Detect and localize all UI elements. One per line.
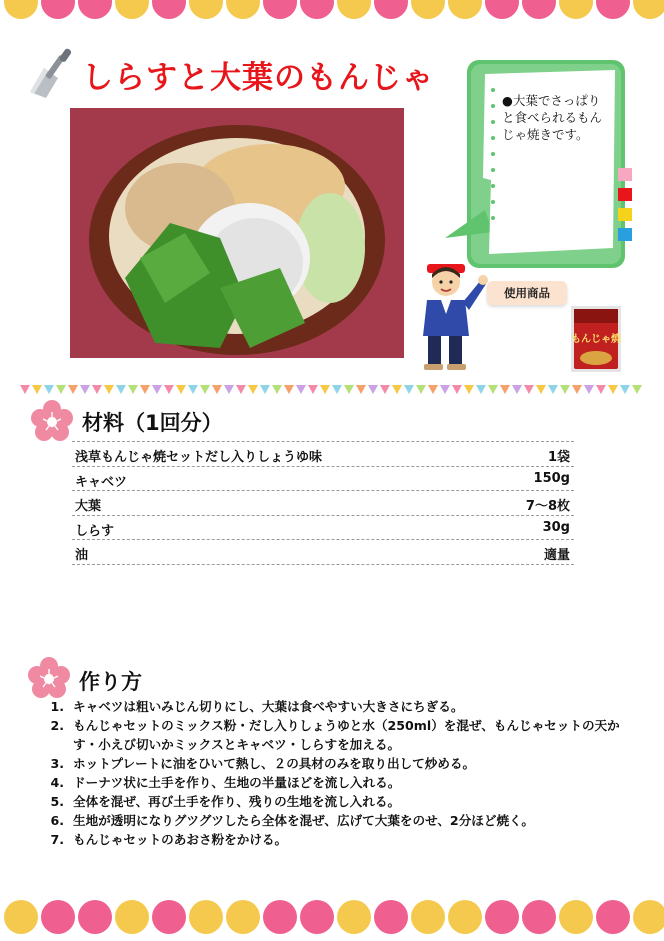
bunting-triangle [68, 385, 78, 394]
step-number: 6. [50, 813, 64, 828]
decorative-dot [4, 900, 38, 934]
tab-red [618, 188, 632, 201]
ingredient-qty: 30g [542, 519, 570, 535]
product-package-text: もんじゃ焼 [571, 334, 621, 345]
bunting-triangle [104, 385, 114, 394]
table-row [72, 516, 574, 541]
bunting-triangle [404, 385, 414, 394]
tab-yellow [618, 208, 632, 221]
decorative-dot [633, 0, 664, 19]
bunting-triangle [308, 385, 318, 394]
bunting-triangle [632, 385, 642, 394]
bunting-triangle [320, 385, 330, 394]
bunting-triangle [128, 385, 138, 394]
ingredient-name: キャベツ [75, 474, 128, 490]
decorative-dot [78, 900, 112, 934]
decorative-dot [559, 900, 593, 934]
table-row [72, 491, 574, 516]
bunting-triangle [536, 385, 546, 394]
ingredients-heading: 材料（1回分） [82, 411, 223, 435]
decorative-dot [263, 900, 297, 934]
decorative-dot [633, 900, 664, 934]
bunting-triangle [248, 385, 258, 394]
ingredient-name: 浅草もんじゃ焼セットだし入りしょうゆ味 [75, 450, 323, 465]
product-label: 使用商品 [487, 281, 567, 305]
bunting-triangle [92, 385, 102, 394]
bunting-triangle [116, 385, 126, 394]
step-text: もんじゃセットのミックス粉・だし入りしょうゆと水（250ml）を混ぜ、もんじゃセットの天かす・小えび切いかミックスとキャベツ・しらすを加える。 [73, 718, 620, 752]
bunting-triangle [20, 385, 30, 394]
decorative-dot [263, 0, 297, 19]
bunting-triangle [164, 385, 174, 394]
decorative-dot [78, 0, 112, 19]
bottom-dot-border [0, 897, 664, 937]
decorative-dot [226, 0, 260, 19]
list-item [40, 830, 640, 849]
bunting-triangle [488, 385, 498, 394]
ingredients-table [72, 441, 574, 565]
ingredient-qty: 1袋 [547, 450, 570, 465]
tab-blue [618, 228, 632, 241]
step-number: 1. [50, 699, 64, 714]
bunting-triangle [188, 385, 198, 394]
bunting-triangle [476, 385, 486, 394]
bunting-triangle [548, 385, 558, 394]
mascot-illustration [415, 258, 490, 373]
bunting-triangle [608, 385, 618, 394]
bunting-triangle [380, 385, 390, 394]
decorative-dot [337, 0, 371, 19]
bunting-triangle [140, 385, 150, 394]
table-row [72, 441, 574, 467]
decorative-dot [300, 0, 334, 19]
decorative-dot [374, 0, 408, 19]
decorative-dot [337, 900, 371, 934]
bunting-triangle [572, 385, 582, 394]
bunting-triangle [80, 385, 90, 394]
page-title: しらすと大葉のもんじゃ [82, 60, 434, 96]
bunting-triangle [236, 385, 246, 394]
bunting-triangle [524, 385, 534, 394]
bunting-triangle [392, 385, 402, 394]
bunting-triangle [332, 385, 342, 394]
list-item [40, 773, 640, 792]
bunting-triangle [284, 385, 294, 394]
step-number: 7. [50, 832, 64, 847]
step-text: ドーナツ状に土手を作り、生地の半量ほどを流し入れる。 [73, 775, 401, 790]
bunting-triangle [440, 385, 450, 394]
decorative-dot [448, 0, 482, 19]
tab-pink [618, 168, 632, 181]
steps-heading: 作り方 [79, 670, 142, 694]
ingredient-qty: 150g [533, 470, 570, 486]
bunting-triangle [368, 385, 378, 394]
ingredient-qty: 適量 [543, 548, 570, 563]
step-number: 5. [50, 794, 64, 809]
step-text: 生地が透明になりグツグツしたら全体を混ぜ、広げて大葉をのせ、2分ほど焼く。 [73, 813, 535, 828]
decorative-dot [485, 900, 519, 934]
ingredient-name: しらす [75, 523, 115, 539]
list-item [40, 811, 640, 830]
bunting-triangle [356, 385, 366, 394]
bunting-triangle [176, 385, 186, 394]
step-number: 2. [50, 718, 64, 733]
decorative-dot [596, 900, 630, 934]
decorative-dot [374, 900, 408, 934]
bunting-triangle [512, 385, 522, 394]
decorative-dot [411, 900, 445, 934]
ingredient-name: 油 [75, 548, 89, 563]
top-dot-border [0, 0, 664, 22]
decorative-dot [485, 0, 519, 19]
decorative-dot [189, 900, 223, 934]
bunting-triangle [500, 385, 510, 394]
decorative-dot [300, 900, 334, 934]
step-text: キャベツは粗いみじん切りにし、大葉は食べやすい大きさにちぎる。 [73, 699, 464, 714]
decorative-dot [522, 900, 556, 934]
product-package [571, 306, 621, 372]
list-item [40, 697, 640, 716]
bunting-triangle [344, 385, 354, 394]
decorative-dot [522, 0, 556, 19]
dish-photo [70, 108, 404, 358]
decorative-dot [115, 0, 149, 19]
ingredient-qty: 7〜8枚 [525, 499, 570, 514]
bunting-triangle [200, 385, 210, 394]
decorative-dot [559, 0, 593, 19]
decorative-dot [152, 900, 186, 934]
decorative-dot [411, 0, 445, 19]
bunting-triangle [464, 385, 474, 394]
bunting-triangle [620, 385, 630, 394]
bunting-triangle [452, 385, 462, 394]
decorative-dot [448, 900, 482, 934]
decorative-dot [189, 0, 223, 19]
bunting-triangle [596, 385, 606, 394]
bunting-triangle [212, 385, 222, 394]
bunting-triangle [428, 385, 438, 394]
bunting-triangle [152, 385, 162, 394]
bunting-triangle [224, 385, 234, 394]
decorative-dot [4, 0, 38, 19]
decorative-dot [41, 900, 75, 934]
flower-icon [30, 400, 74, 444]
decorative-dot [41, 0, 75, 19]
ingredient-name: 大葉 [75, 499, 102, 514]
decorative-dot [226, 900, 260, 934]
bunting-triangle [56, 385, 66, 394]
description-text: ●大葉でさっぱりと食べられるもんじゃ焼きです。 [502, 93, 603, 142]
title-area [22, 44, 462, 100]
flower-icon [27, 657, 71, 701]
decorative-dot [115, 900, 149, 934]
steps-list [40, 697, 640, 849]
bunting-triangle [32, 385, 42, 394]
step-number: 3. [50, 756, 64, 771]
table-row [72, 467, 574, 492]
list-item [40, 716, 640, 754]
spatula-icon [22, 48, 82, 98]
decorative-dot [152, 0, 186, 19]
bunting-triangle [584, 385, 594, 394]
bunting-triangle [260, 385, 270, 394]
bunting-triangle [560, 385, 570, 394]
bunting-triangle [272, 385, 282, 394]
table-row [72, 540, 574, 565]
bunting-triangle [416, 385, 426, 394]
bunting-triangle [296, 385, 306, 394]
step-text: ホットプレートに油をひいて熱し、２の具材のみを取り出して炒める。 [73, 756, 476, 771]
list-item [40, 754, 640, 773]
step-text: もんじゃセットのあおさ粉をかける。 [73, 832, 288, 847]
step-text: 全体を混ぜ、再び土手を作り、残りの生地を流し入れる。 [73, 794, 401, 809]
bunting-triangle [44, 385, 54, 394]
bunting-divider [20, 385, 644, 395]
step-number: 4. [50, 775, 64, 790]
decorative-dot [596, 0, 630, 19]
list-item [40, 792, 640, 811]
